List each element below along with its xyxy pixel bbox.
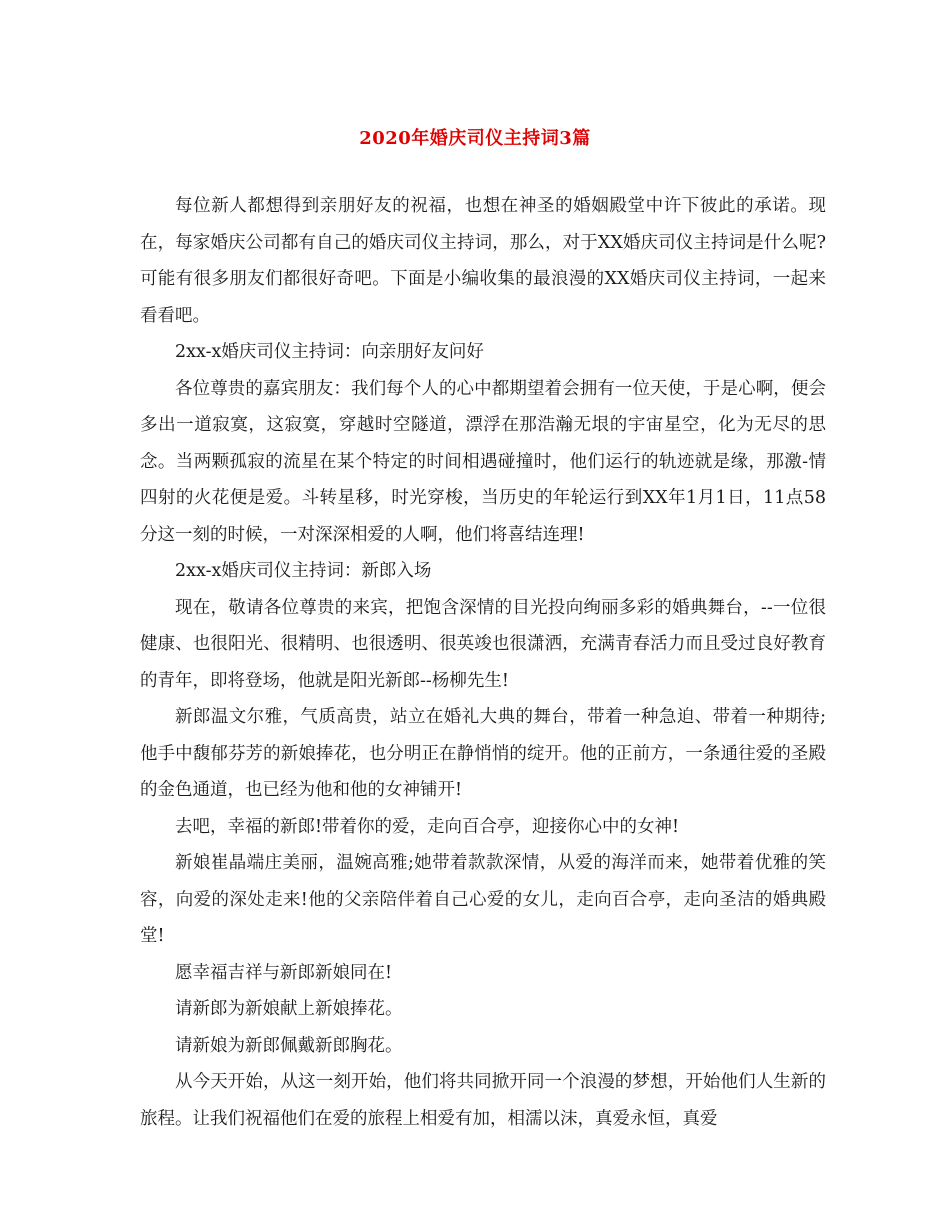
paragraph-blessing: 愿幸福吉祥与新郎新娘同在! <box>175 962 393 983</box>
paragraph-corsage: 请新娘为新郎佩戴新郎胸花。 <box>175 1035 403 1056</box>
paragraph-bouquet: 请新郎为新娘献上新娘捧花。 <box>175 999 403 1019</box>
paragraph-groom-go: 去吧，幸福的新郎!带着你的爱，走向百合亭，迎接你心中的女神! <box>175 816 680 837</box>
document-body <box>140 188 826 1137</box>
section-heading-greeting: 2xx-x婚庆司仪主持词：向亲朋好友问好 <box>175 342 484 362</box>
document-title: 2020年婚庆司仪主持词3篇 <box>359 128 591 149</box>
paragraph-bride-description: 新娘崔晶端庄美丽，温婉高雅;她带着款款深情，从爱的海洋而来，她带着优雅的笑容，向爱的深处走来!他的父亲陪伴着自己心爱的女儿，走向百合亭，走向圣洁的婚典殿堂! <box>140 853 826 946</box>
paragraph-intro: 每位新人都想得到亲朋好友的祝福，也想在神圣的婚姻殿堂中许下彼此的承诺。现在，每家婚庆公司都有自己的婚庆司仪主持词，那么，对于XX婚庆司仪主持词是什么呢?可能有很多朋友们都很好奇吧。下面是小编收集的最浪漫的XX婚庆司仪主持词，一起来看看吧。 <box>140 196 826 326</box>
paragraph-new-journey: 从今天开始，从这一刻开始，他们将共同掀开同一个浪漫的梦想，开始他们人生新的旅程。让我们祝福他们在爱的旅程上相爱有加，相濡以沫，真爱永恒，真爱 <box>140 1072 826 1129</box>
section-heading-groom-entrance: 2xx-x婚庆司仪主持词：新郎入场 <box>175 561 432 581</box>
paragraph-groom-description: 新郎温文尔雅，气质高贵，站立在婚礼大典的舞台，带着一种急迫、带着一种期待;他手中馥郁芬芳的新娘捧花，也分明正在静悄悄的绽开。他的正前方，一条通往爱的圣殿的金色通道，也已经为他和他的女神铺开! <box>140 707 826 800</box>
paragraph-greeting: 各位尊贵的嘉宾朋友：我们每个人的心中都期望着会拥有一位天使，于是心啊，便会多出一道寂寞，这寂寞，穿越时空隧道，漂浮在那浩瀚无垠的宇宙星空，化为无尽的思念。当两颗孤寂的流星在某个特定的时间相遇碰撞时，他们运行的轨迹就是缘，那激-情四射的火花便是爱。斗转星移，时光穿梭，当历史的年轮运行到XX年1月1日，11点58分这一刻的时候，一对深深相爱的人啊，他们将喜结连理! <box>140 378 826 545</box>
paragraph-groom-introduction: 现在，敬请各位尊贵的来宾，把饱含深情的目光投向绚丽多彩的婚典舞台，--一位很健康、也很阳光、很精明、也很透明、很英竣也很潇洒，充满青春活力而且受过良好教育的青年，即将登场，他就是阳光新郎--杨柳先生! <box>140 597 826 691</box>
